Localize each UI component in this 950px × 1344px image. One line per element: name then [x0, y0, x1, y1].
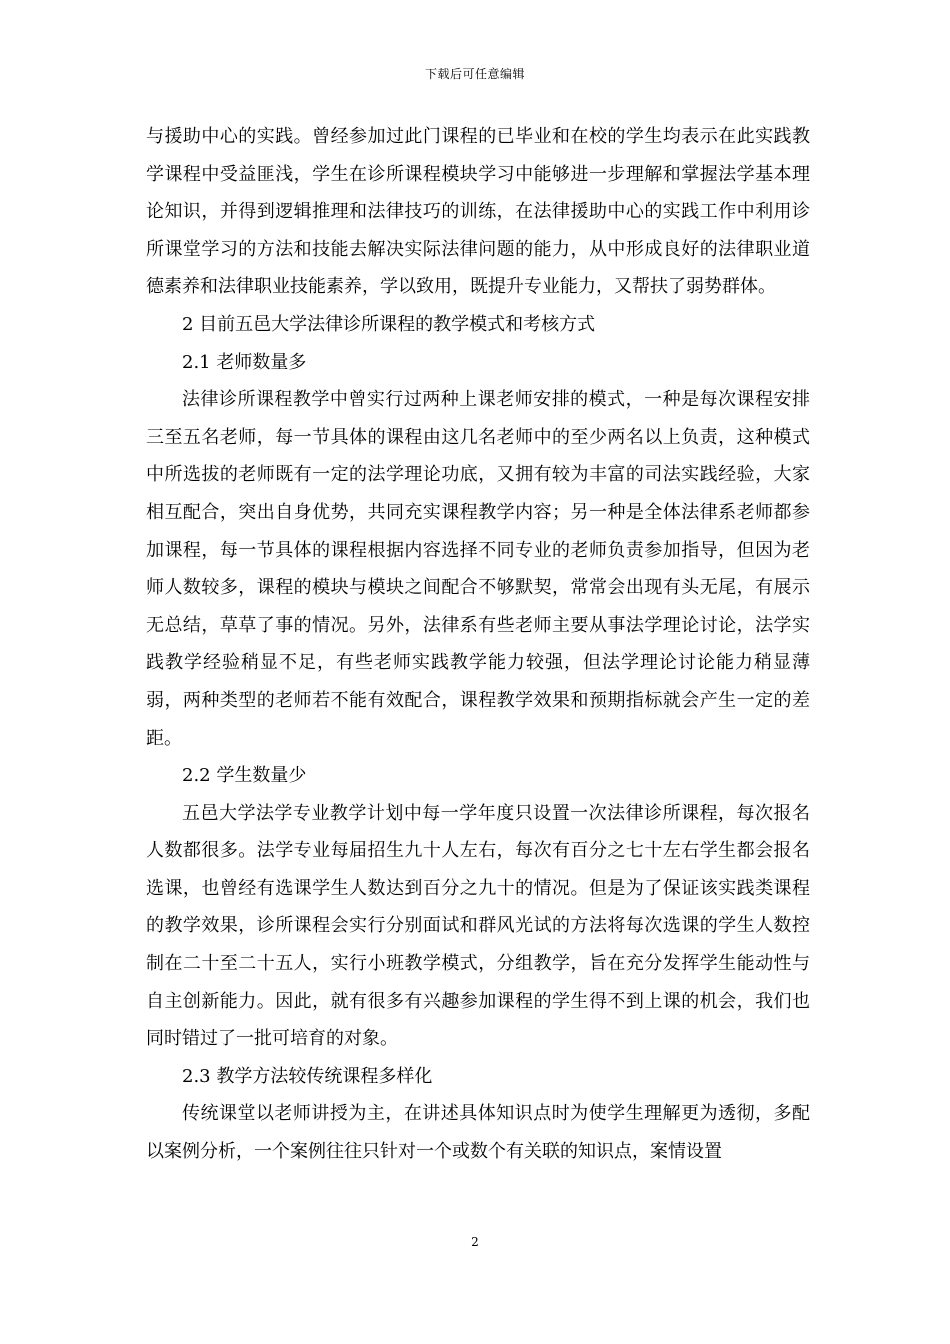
paragraph-teachers: 法律诊所课程教学中曾实行过两种上课老师安排的模式，一种是每次课程安排三至五名老师，每一节具体的课程由这几名老师中的至少两名以上负责，这种模式中所选拔的老师既有一定的法学理论功底，又拥有较为丰富的司法实践经验，大家相互配合，突出自身优势，共同充实课程教学内容；另一种是全体法律系老师都参加课程，每一节具体的课程根据内容选择不同专业的老师负责参加指导，但因为老师人数较多，课程的模块与模块之间配合不够默契，常常会出现有头无尾，有展示无总结，草草了事的情况。另外，法律系有些老师主要从事法学理论讨论，法学实践教学经验稍显不足，有些老师实践教学能力较强，但法学理论讨论能力稍显薄弱，两种类型的老师若不能有效配合，课程教学效果和预期指标就会产生一定的差距。	[146, 389, 810, 749]
page-number: 2	[471, 1235, 479, 1249]
document-body	[146, 118, 810, 1171]
paragraph-continuation: 与援助中心的实践。曾经参加过此门课程的已毕业和在校的学生均表示在此实践教学课程中受益匪浅，学生在诊所课程模块学习中能够进一步理解和掌握法学基本理论知识，并得到逻辑推理和法律技巧的训练，在法律援助中心的实践工作中利用诊所课堂学习的方法和技能去解决实际法律问题的能力，从中形成良好的法律职业道德素养和法律职业技能素养，学以致用，既提升专业能力，又帮扶了弱势群体。	[146, 126, 810, 298]
section-heading-2: 2 目前五邑大学法律诊所课程的教学模式和考核方式	[182, 313, 596, 335]
subsection-heading-2-1: 2.1 老师数量多	[182, 351, 307, 373]
subsection-heading-2-3: 2.3 教学方法较传统课程多样化	[182, 1065, 433, 1087]
subsection-heading-2-2: 2.2 学生数量少	[182, 765, 307, 787]
page-header: 下载后可任意编辑	[424, 67, 525, 81]
paragraph-students: 五邑大学法学专业教学计划中每一学年度只设置一次法律诊所课程，每次报名人数都很多。法学专业每届招生九十人左右，每次有百分之七十左右学生都会报名选课，也曾经有选课学生人数达到百分之九十的情况。但是为了保证该实践类课程的教学效果，诊所课程会实行分别面试和群风光试的方法将每次选课的学生人数控制在二十至二十五人，实行小班教学模式，分组教学，旨在充分发挥学生能动性与自主创新能力。因此，就有很多有兴趣参加课程的学生得不到上课的机会，我们也同时错过了一批可培育的对象。	[146, 802, 810, 1050]
paragraph-teaching-methods: 传统课堂以老师讲授为主，在讲述具体知识点时为使学生理解更为透彻，多配以案例分析，一个案例往往只针对一个或数个有关联的知识点，案情设置	[146, 1103, 810, 1163]
